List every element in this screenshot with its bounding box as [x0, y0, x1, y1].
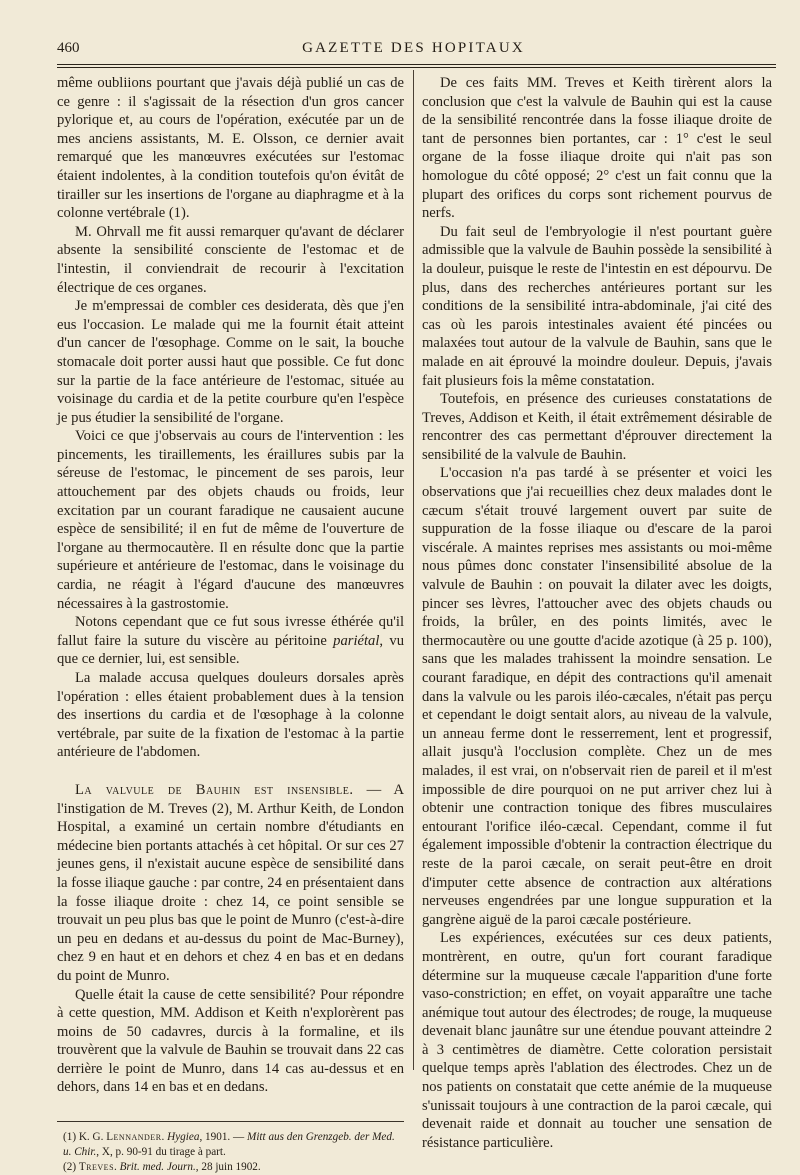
paragraph: Voici ce que j'observais au cours de l'intervention : les pincements, les tiraillements, les éraillures subis par la séreuse de l'estomac, le pincement de ses parois, leur attouchement par des objets chauds ou froids, leur excitation par un courant faradique ne causaient aucune espèce de sensibilité; il en fut de même de l'ouverture de l'organe au thermocautère. Il en résulte donc que la partie supérieure et antérieure de l'estomac, dans le voisinage du cardia, ne réagit à l'égard d'aucune des manœuvres nécessaires à la gastrostomie.: [57, 428, 404, 612]
paragraph: Je m'empressai de combler ces desiderata, dès que j'en eus l'occasion. Le malade qui me la fournit était atteint d'un cancer de l'œsophage. Comme on le sait, la bouche stomacale doit porter aussi haut que possible. Ce fut donc sur la partie de la face antérieure de l'estomac, située au voisinage du cardia et de la petite courbure qu'en l'espèce je pus étudier la sensibilité de l'organe.: [57, 298, 404, 426]
footnote-author: Treves: [78, 1161, 115, 1174]
paragraph: La malade accusa quelques douleurs dorsales après l'opération : elles étaient probablement dues à la tension des insertions du cardia et de l'œsophage à la colonne vertébrale, par suite de la fixation de l'estomac à la partie antérieure de l'abdomen.: [57, 670, 404, 761]
text-run: , 28 juin 1902.: [195, 1161, 261, 1174]
paragraph: Toutefois, en présence des curieuses constatations de Treves, Addison et Keith, il était extrêmement désirable de rencontrer des cas permettant d'éprouver directement la sensibilité de la valvule de Bauhin.: [422, 391, 772, 463]
header-rule-thin: [57, 67, 776, 68]
header-rule-thick: [57, 64, 776, 65]
paragraph: L'occasion n'a pas tardé à se présenter et voici les observations que j'ai recueillies chez deux malades dont le cæcum s'était trouvé largement ouvert par suite de suppuration de la fosse iliaque ou d'escare de la paroi viscérale. A maintes reprises mes assistants ou moi-même nous pûmes donc constater l'insensibilité absolue de la valvule de Bauhin : on pouvait la dilater avec les doigts, pincer ses lèvres, l'attoucher avec des objets chauds ou froids, la brûler, en des points limités, avec le thermocautère ou une goutte d'acide azotique (à 25 p. 100), sans que les malades trahissent la moindre sensation. Le courant faradique, en dépit des contractions qu'il amenait dans la valvule ou les parois iléo-cæcales, n'était pas perçu et cependant le doigt sentait alors, au niveau de la valvule, un anneau ferme dont le resserrement, lent et progressif, allait jusqu'à l'occlusion complète. Chez un de mes malades, il est vrai, on n'observait rien de pareil et il m'est impossible de dire pourquoi on ne put arriver chez lui à obtenir une contraction tonique des fibres musculaires entourant l'orifice iléo-cæcal. Cependant, comme il fut également impossible d'obtenir la contraction électrique du reste de la paroi cæcale, on serait peut-être en droit d'imputer cette absence de contraction aux altérations nerveuses engendrées par une longue suppuration et la gangrène aiguë de la paroi cæcale postérieure.: [422, 465, 772, 928]
footnote-rule: [57, 1121, 404, 1122]
text-run: , 1901. —: [199, 1131, 247, 1144]
column-divider: [413, 70, 414, 1070]
page-number: 460: [57, 40, 80, 56]
footnote-author: Lennander: [106, 1131, 162, 1144]
running-title: GAZETTE DES HOPITAUX: [302, 40, 525, 56]
paragraph: M. Ohrvall me fit aussi remarquer qu'avant de déclarer absente la sensibilité consciente de l'estomac et de l'intestin, il conviendrait de recourir à l'excitation électrique de ces organes.: [57, 223, 404, 296]
paragraph: Quelle était la cause de cette sensibilité? Pour répondre à cette question, MM. Addison et Keith n'explorèrent pas moins de 50 cadavres, durcis à la formaline, et ils trouvèrent que la valvule de Bauhin se trouvait dans 22 cas derrière le point de Munro, dans 14 cas au-dessus et en dehors, dans 14 en bas et en dedans.: [57, 986, 404, 1096]
text-run: .: [161, 1131, 168, 1144]
left-column: [57, 74, 404, 1175]
paragraph: Les expériences, exécutées sur ces deux patients, montrèrent, en outre, qu'un fort courant faradique détermine sur la muqueuse cæcale l'apparition d'une forte vaso-constriction; en effet, on voyait apparaître une tache anémique tout autour des électrodes; de rouge, la muqueuse devenait blanc jaunâtre sur une étendue pouvant atteindre 2 à 3 centimètres de diamètre. Cette coloration persistait quelque temps après l'ablation des électrodes. Chez un de nos patients on constatait que cette anémie de la muqueuse s'unissait toujours à une contraction de la paroi cæcale, qui devenait raide et donnait au toucher une sensation de résistance particulière.: [422, 930, 772, 1151]
text-run: (2): [63, 1161, 79, 1174]
footnote-journal: Brit. med. Journ.: [119, 1161, 196, 1174]
section-heading: La valvule de Bauhin est insensible.: [75, 781, 354, 798]
text-run: — A l'instigation de M. Treves (2), M. Arthur Keith, de London Hospital, a examiné un certain nombre d'étudiants en médecine bien portants attachés à cet hôpital. Or sur ces 27 jeunes gens, il n'existait aucune espèce de sensibilité dans la fosse iliaque gauche : par contre, 24 en présentaient dans la fosse iliaque droite : chez 14, ce point sensible se trouvait un peu plus bas que le point de Munro (c'est-à-dire un peu en dedans et au-dessus du point de Mac-Burney), chez 9 en haut et en dehors et chez 4 en bas et en dedans du point de Munro.: [57, 781, 404, 984]
footnote-journal: Hygiea: [167, 1131, 200, 1144]
text-run: .: [114, 1161, 120, 1174]
footnote-2: [57, 1160, 404, 1175]
text-run: , X, p. 90-91 du tirage à part.: [96, 1146, 226, 1159]
paragraph: Du fait seul de l'embryologie il n'est pourtant guère admissible que la valvule de Bauhin possède la sensibilité à la douleur, puisque le reste de l'intestin en est dépourvu. De plus, dans des recherches antérieures portant sur les conditions de la sensibilité intra-abdominale, j'ai cité des cas où les parois intestinales avaient été pincées ou malaxées tout autour de la valvule de Bauhin, sans que le malade en ait éprouvé la moindre douleur. Depuis, j'avais fait plusieurs fois la même constatation.: [422, 223, 772, 389]
paragraph: De ces faits MM. Treves et Keith tirèrent alors la conclusion que c'est la valvule de Bauhin qui est la cause de la sensibilité rencontrée dans la fosse iliaque droite de tant de personnes bien portantes, car : 1° c'est le seul organe de la fosse iliaque droite qui n'ait pas son homologue du côté opposé; 2° c'est un fait connu que la plupart des orifices du corps sont richement pourvus de nerfs.: [422, 75, 772, 222]
paragraph: [57, 613, 404, 669]
italic-term: pariétal: [333, 632, 380, 649]
text-run: , vu que ce dernier, lui, est sensible.: [57, 632, 404, 668]
right-column: [422, 74, 772, 1152]
paragraph: même oubliions pourtant que j'avais déjà publié un cas de ce genre : il s'agissait de la résection d'un gros cancer pylorique et, au cours de l'opération, exécutée par un de mes anciens assistants, M. E. Olsson, ce dernier avait remarqué que les manœuvres exécutées sur l'estomac étaient indolentes, à la condition toutefois qu'on évitât de tirailler sur les insertions de l'organe au diaphragme et à la colonne vertébrale (1).: [57, 75, 404, 222]
text-run: Notons cependant que ce fut sous ivresse éthérée qu'il fallut faire la suture du viscère au péritoine: [57, 614, 404, 649]
page-header: [57, 38, 770, 62]
text-run: (1) K. G.: [63, 1131, 107, 1144]
footnote-journal: Mitt aus den Grenzgeb. der Med. u. Chir.: [63, 1131, 395, 1159]
section-paragraph: [57, 781, 404, 986]
